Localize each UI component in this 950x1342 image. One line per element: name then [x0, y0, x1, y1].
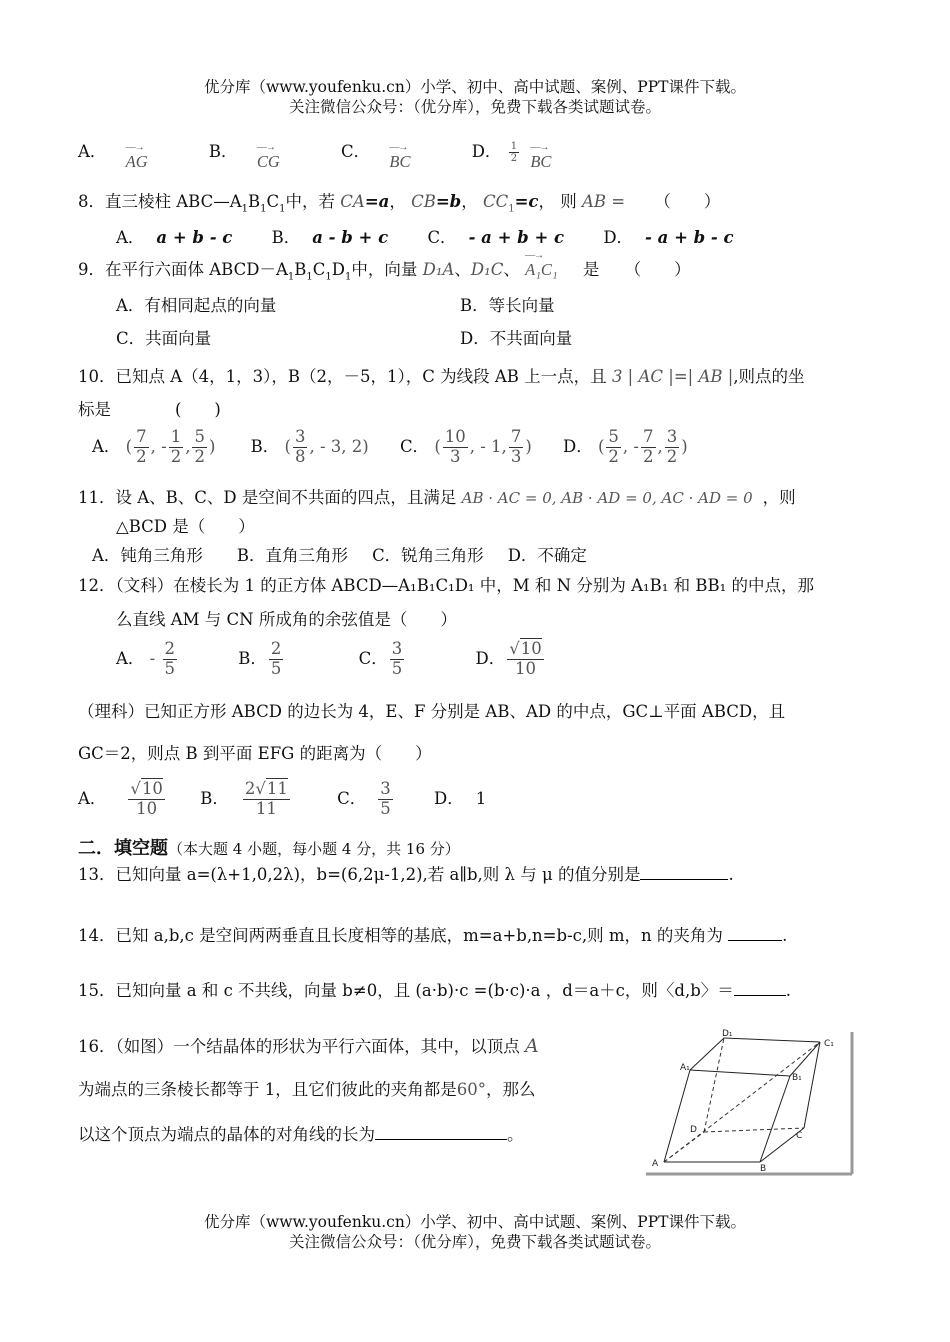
q7-vec-ag: —→ AG	[126, 152, 148, 172]
q10-stem: 10．已知点 A（4，1，3），B（2，－5，1），C 为线段 AB 上一点，且 3 | AC |=| AB |,则点的坐	[78, 367, 805, 386]
q16-answer-blank[interactable]	[375, 1139, 507, 1140]
q9-opt-b: B．等长向量	[460, 296, 555, 315]
q10-stem-2: 标是 ( )	[78, 400, 221, 419]
q9-opt-d: D．不共面向量	[460, 329, 573, 348]
q7-vec-cg: —→ CG	[257, 152, 280, 172]
q11-stem: 11．设 A、B、C、D 是空间不共面的四点，且满足 AB · AC = 0, AB · AD = 0, AC · AD = 0 ，则	[78, 488, 796, 507]
q12-li-stem-2: GC＝2，则点 B 到平面 EFG 的距离为（ ）	[78, 744, 432, 763]
q7-vec-bc: —→ BC	[389, 152, 410, 172]
label-b: B	[760, 1164, 767, 1174]
q9-opt-a: A．有相同起点的向量	[116, 296, 277, 315]
q12-options: A． - $\frac{2}{5}$ B． $\frac{2}{5}$ C． $\frac{3}{5}$ D． $\frac{√10}{10}$	[116, 639, 542, 678]
q14-answer-blank[interactable]	[728, 940, 782, 941]
q15: 15．已知向量 a 和 c 不共线，向量 b≠0，且 (a·b)·c =(b·c)·a ，d＝a＋c，则〈d,b〉＝ .	[78, 981, 792, 1000]
q7-half: $\frac{1}{2}$	[510, 140, 518, 164]
label-d: D	[690, 1125, 697, 1135]
q7-opt-d: D．	[471, 142, 502, 161]
q7-opt-a: A．	[78, 142, 107, 161]
header-line-1: 优分库（www.youfenku.cn）小学、初中、高中试题、案例、PPT课件下载。	[203, 78, 747, 96]
q16-line-2: 为端点的三条棱长都等于 1，且它们彼此的夹角都是60°，那么	[78, 1080, 536, 1099]
q9-opt-c: C．共面向量	[116, 329, 212, 348]
footer-line-1: 优分库（www.youfenku.cn）小学、初中、高中试题、案例、PPT课件下载。	[203, 1213, 747, 1231]
q14: 14．已知 a,b,c 是空间两两垂直且长度相等的基底，m=a+b,n=b-c,则 m，n 的夹角为 .	[78, 926, 788, 945]
header-line-2: 关注微信公众号：（优分库），免费下载各类试题试卷。	[288, 98, 661, 116]
q10-options: A． ( $\frac{7}{2}$ , - $\frac{1}{2}$ , $\frac{5}{2}$ ) B． ( $\frac{3}{8}$ , - 3, 2) C． ( $\frac{10}{3}$ , - 1, $\frac{7}{3}$ ) D． ( $\frac{5}{2}$ , - $\frac{7}{2}$ , $\frac{3}{2}$ )	[92, 427, 688, 466]
q12-li-stem: （理科）已知正方形 ABCD 的边长为 4，E、F 分别是 AB、AD 的中点，GC⊥平面 ABCD，且	[78, 702, 786, 721]
label-a: A	[652, 1159, 659, 1169]
parallelepiped-figure	[642, 1028, 856, 1178]
q12-stem: 12．（文科）在棱长为 1 的正方体 ABCD—A₁B₁C₁D₁ 中，M 和 N 分别为 A₁B₁ 和 BB₁ 的中点，那	[78, 576, 814, 595]
q12-li-options: A． $\frac{√10}{10}$ B． $\frac{2√11}{11}$ C． $\frac{3}{5}$ D． 1	[78, 779, 487, 818]
q7-options	[78, 138, 552, 171]
q12-stem-2: 么直线 AM 与 CN 所成角的余弦值是（ ）	[116, 610, 457, 629]
q7-vec-bc2: —→ BC	[530, 152, 551, 172]
q15-answer-blank[interactable]	[734, 995, 786, 996]
q7-opt-c: C．	[340, 142, 371, 161]
section-2-heading: 二．填空题（本大题 4 小题，每小题 4 分，共 16 分）	[78, 838, 460, 859]
q11-options: A．钝角三角形 B．直角三角形 C．锐角三角形 D．不确定	[92, 546, 587, 565]
label-a1: A₁	[680, 1063, 690, 1073]
label-b1: B₁	[792, 1073, 802, 1083]
q8-options: A． a + b - c B． a - b + c C． - a + b + c D． - a + b - c	[116, 228, 734, 247]
q13: 13．已知向量 a=(λ+1,0,2λ)，b=(6,2μ-1,2),若 a∥b,则 λ 与 μ 的值分别是 .	[78, 865, 734, 884]
label-d1: D₁	[722, 1029, 733, 1039]
q8-stem: 8．直三棱柱 $ABC—A_1B_1C_1$中，若 CA=a， CB=b， $CC_1=c$， 则 AB = （ ）	[78, 192, 721, 215]
footer-line-2: 关注微信公众号：（优分库），免费下载各类试题试卷。	[288, 1233, 661, 1251]
q13-answer-blank[interactable]	[640, 879, 728, 880]
q16-line-1: 16．（如图）一个结晶体的形状为平行六面体，其中，以顶点 A	[78, 1035, 539, 1057]
q7-opt-b: B．	[208, 142, 238, 161]
label-c1: C₁	[824, 1039, 834, 1049]
q16-line-3: 以这个顶点为端点的晶体的对角线的长为 。	[78, 1125, 524, 1144]
label-c: C	[796, 1131, 803, 1141]
q9-stem: 9．在平行六面体 $ABCD-A_1B_1C_1D_1$中，向量 D₁A、D₁C、 —→ A₁C₁ 是 （ ）	[78, 256, 691, 282]
q11-stem-2: △BCD 是（ ）	[116, 517, 255, 536]
